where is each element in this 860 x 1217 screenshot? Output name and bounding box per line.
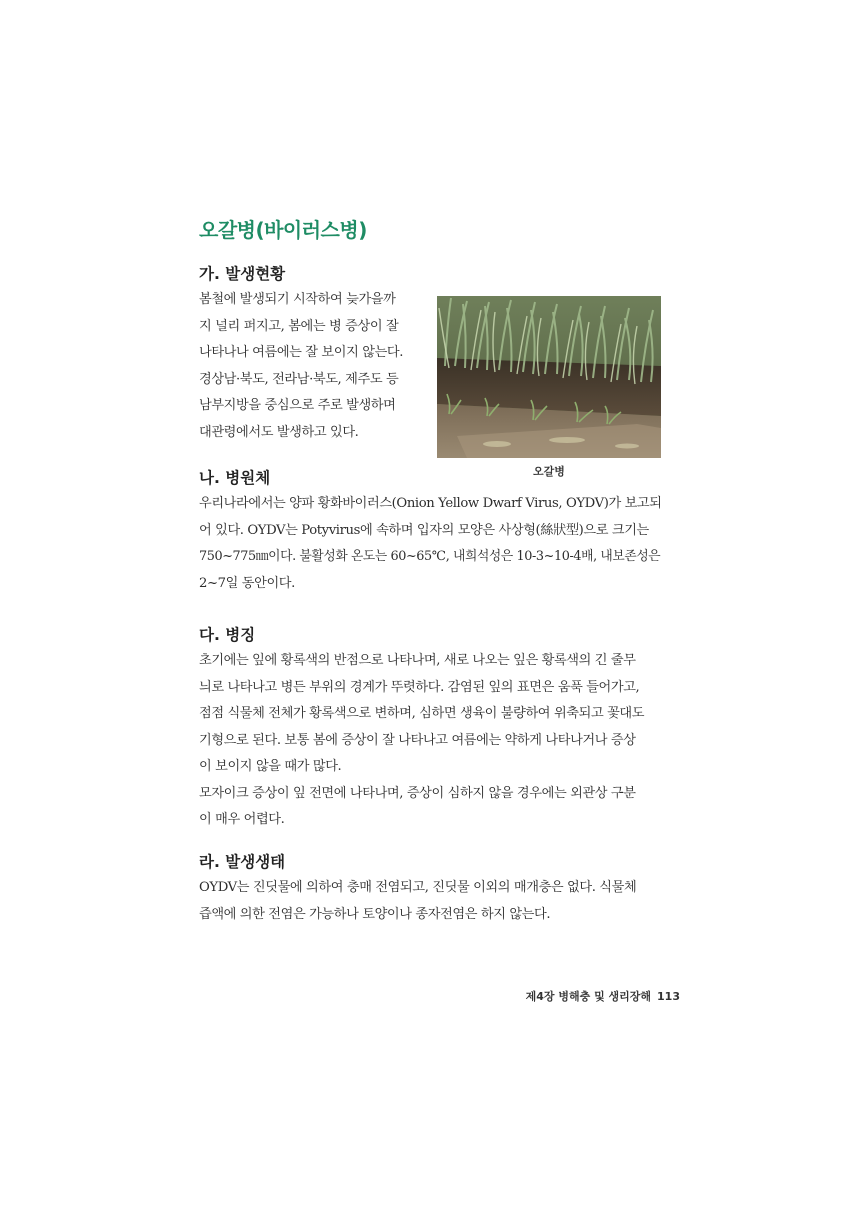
text-line: 2~7일 동안이다.	[199, 575, 295, 591]
chapter-label: 제4장 병해충 및 생리장해	[525, 990, 652, 1003]
text-line: 늬로 나타나고 병든 부위의 경계가 뚜렷하다. 감염된 잎의 표면은 움푹 들어가고,	[199, 679, 640, 695]
text-line: 이 보이지 않을 때가 많다.	[199, 759, 342, 774]
section-heading-pathogen: 나. 병원체	[199, 469, 271, 487]
text-line: OYDV는 진딧물에 의하여 충매 전염되고, 진딧물 이외의 매개충은 없다. 식물체	[199, 880, 637, 895]
text-line: 기형으로 된다. 보통 봄에 증상이 잘 나타나고 여름에는 약하게 나타나거나 증상	[199, 732, 636, 748]
text-line: 초기에는 잎에 황록색의 반점으로 나타나며, 새로 나오는 잎은 황록색의 긴 줄무	[199, 653, 636, 668]
section-body-symptoms	[199, 648, 667, 834]
text-line: 어 있다. OYDV는 Potyvirus에 속하며 입자의 모양은 사상형(絲狀型)으로 크기는	[199, 522, 649, 538]
section-heading-occurrence: 가. 발생현황	[199, 265, 286, 283]
onion-field-photo	[437, 296, 661, 458]
text-line: 이 매우 어렵다.	[199, 812, 285, 827]
text-line: 남부지방을 중심으로 주로 발생하며	[199, 398, 396, 413]
text-line: 나타나나 여름에는 잘 보이지 않는다.	[199, 345, 404, 360]
page-title: 오갈병(바이러스병)	[199, 218, 367, 242]
text-line: 대관령에서도 발생하고 있다.	[199, 424, 359, 440]
section-heading-ecology: 라. 발생생태	[199, 853, 286, 871]
text-line: 점점 식물체 전체가 황록색으로 변하며, 심하면 생육이 불량하여 위축되고 꽃대도	[199, 706, 645, 721]
text-line: 모자이크 증상이 잎 전면에 나타나며, 증상이 심하지 않을 경우에는 외관상 구분	[199, 785, 636, 801]
section-body-pathogen	[199, 491, 667, 597]
section-heading-symptoms: 다. 병징	[199, 626, 256, 644]
text-line: 즙액에 의한 전염은 가능하나 토양이나 종자전염은 하지 않는다.	[199, 906, 551, 922]
text-line: 지 널리 퍼지고, 봄에는 병 증상이 잘	[199, 318, 399, 334]
text-line: 경상남·북도, 전라남·북도, 제주도 등	[199, 371, 399, 387]
page-footer	[526, 988, 680, 1004]
text-line: 우리나라에서는 양파 황화바이러스(Onion Yellow Dwarf Virus, OYDV)가 보고되	[199, 496, 662, 511]
text-line: 750~775㎚이다. 불활성화 온도는 60~65℃, 내희석성은 10-3~10-4배, 내보존성은	[199, 549, 661, 564]
section-body-ecology	[199, 875, 667, 928]
photo-caption: 오갈병	[533, 465, 565, 478]
section-body-occurrence	[199, 287, 431, 446]
text-line: 봄철에 발생되기 시작하여 늦가을까	[199, 292, 396, 307]
page-number: 113	[657, 990, 680, 1003]
